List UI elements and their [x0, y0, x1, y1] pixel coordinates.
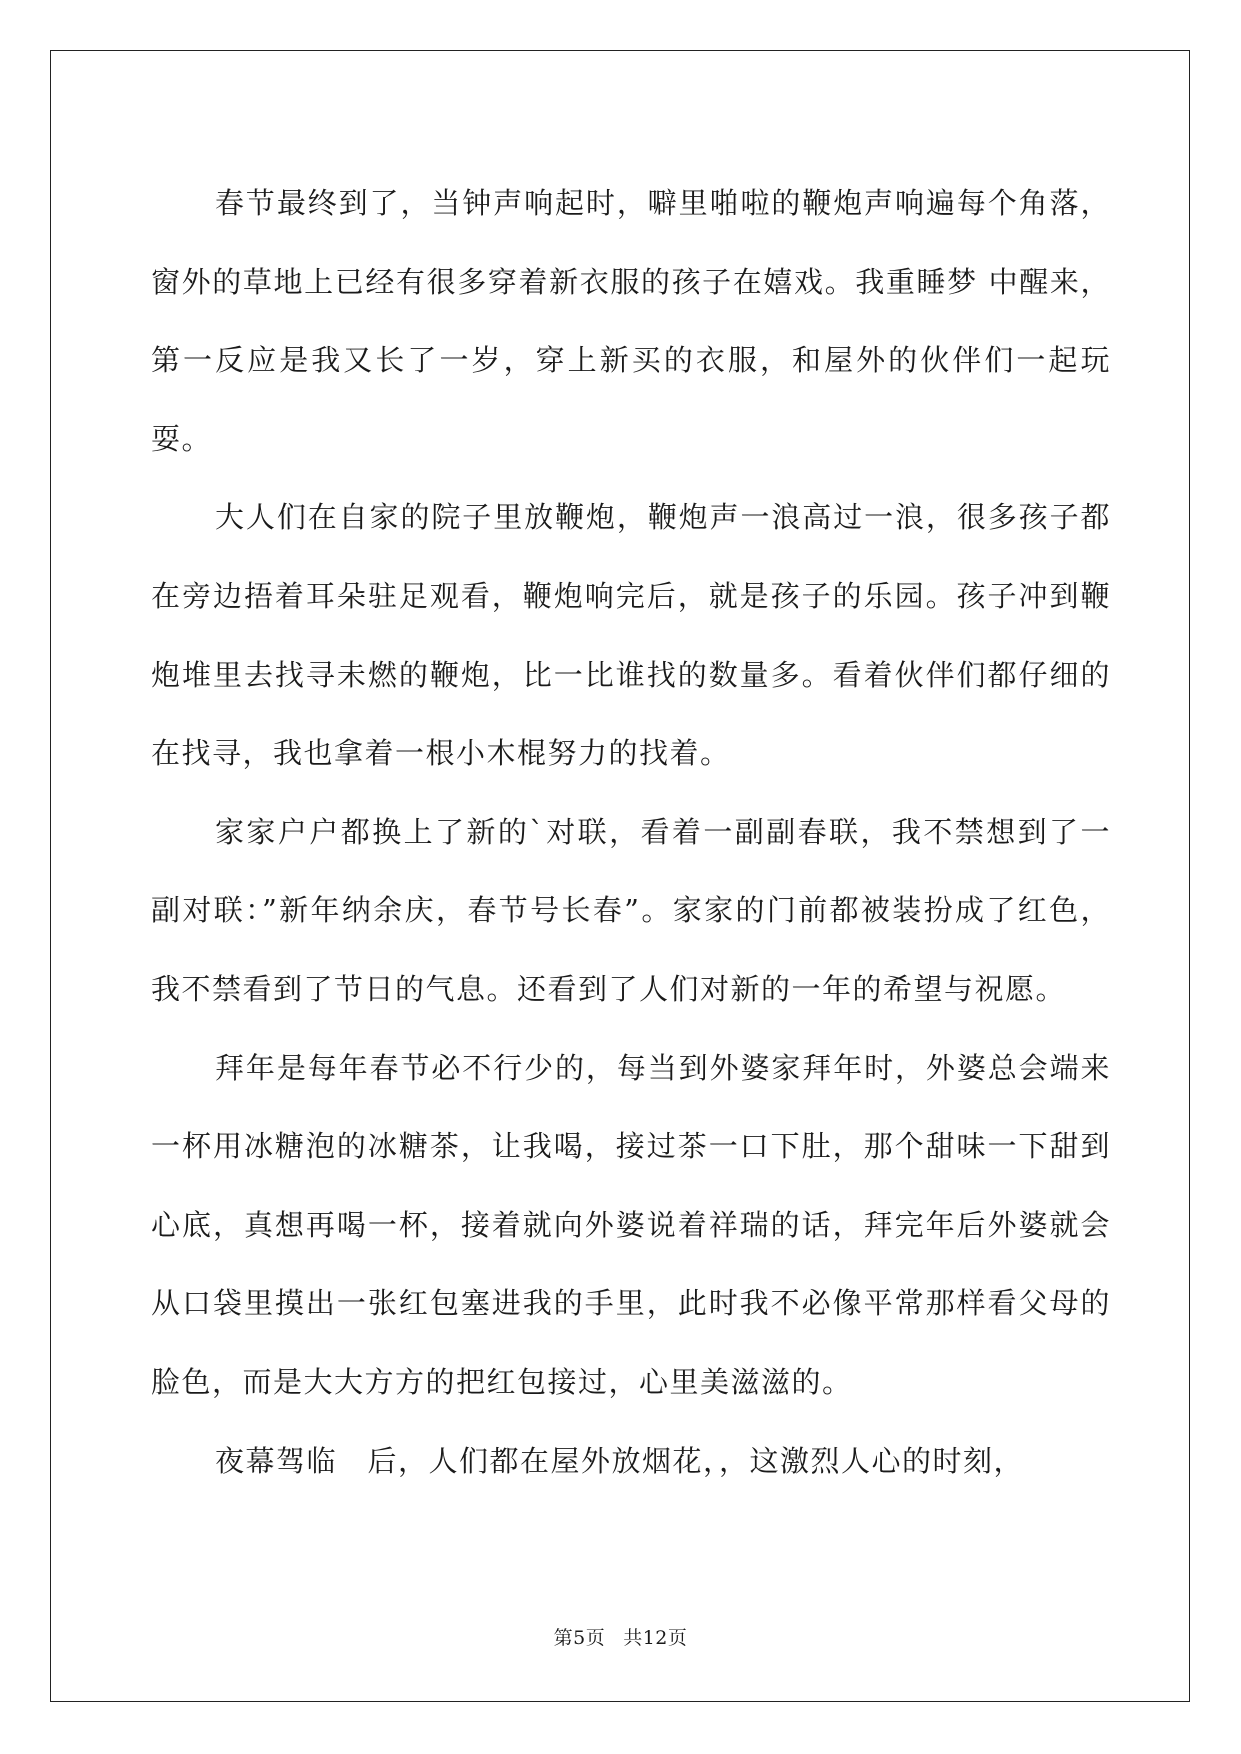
page-number-current: 第5页 [553, 1627, 606, 1649]
paragraph-4: 拜年是每年春节必不行少的，每当到外婆家拜年时，外婆总会端来一杯用冰糖泡的冰糖茶，让我喝，接过茶一口下肚，那个甜味一下甜到心底，真想再喝一杯，接着就向外婆说着祥瑞的话，拜完年后外婆就会从口袋里摸出一张红包塞进我的手里，此时我不必像平常那样看父母的脸色，而是大大方方的把红包接过，心里美滋滋的。 [151, 1050, 1111, 1399]
paragraph-5: 夜幕驾临 后，人们都在屋外放烟花，，这激烈人心的时刻， [215, 1443, 1025, 1478]
page-footer [0, 1623, 1241, 1650]
page-number-total: 共12页 [623, 1627, 688, 1649]
paragraph-2: 大人们在自家的院子里放鞭炮，鞭炮声一浪高过一浪，很多孩子都在旁边捂着耳朵驻足观看，鞭炮响完后，就是孩子的乐园。孩子冲到鞭炮堆里去找寻未燃的鞭炮，比一比谁找的数量多。看着伙伴们都仔细的在找寻，我也拿着一根小木棍努力的找着。 [151, 500, 1111, 771]
document-body [151, 164, 1111, 1500]
paragraph-1: 春节最终到了，当钟声响起时，噼里啪啦的鞭炮声响遍每个角落，窗外的草地上已经有很多穿着新衣服的孩子在嬉戏。我重睡梦 中醒来，第一反应是我又长了一岁，穿上新买的衣服，和屋外的伙伴们一起玩耍。 [151, 186, 1111, 456]
paragraph-3: 家家户户都换上了新的`对联，看着一副副春联，我不禁想到了一副对联：”新年纳余庆，春节号长春”。家家的门前都被装扮成了红色，我不禁看到了节日的气息。还看到了人们对新的一年的希望与祝愿。 [151, 814, 1111, 1006]
